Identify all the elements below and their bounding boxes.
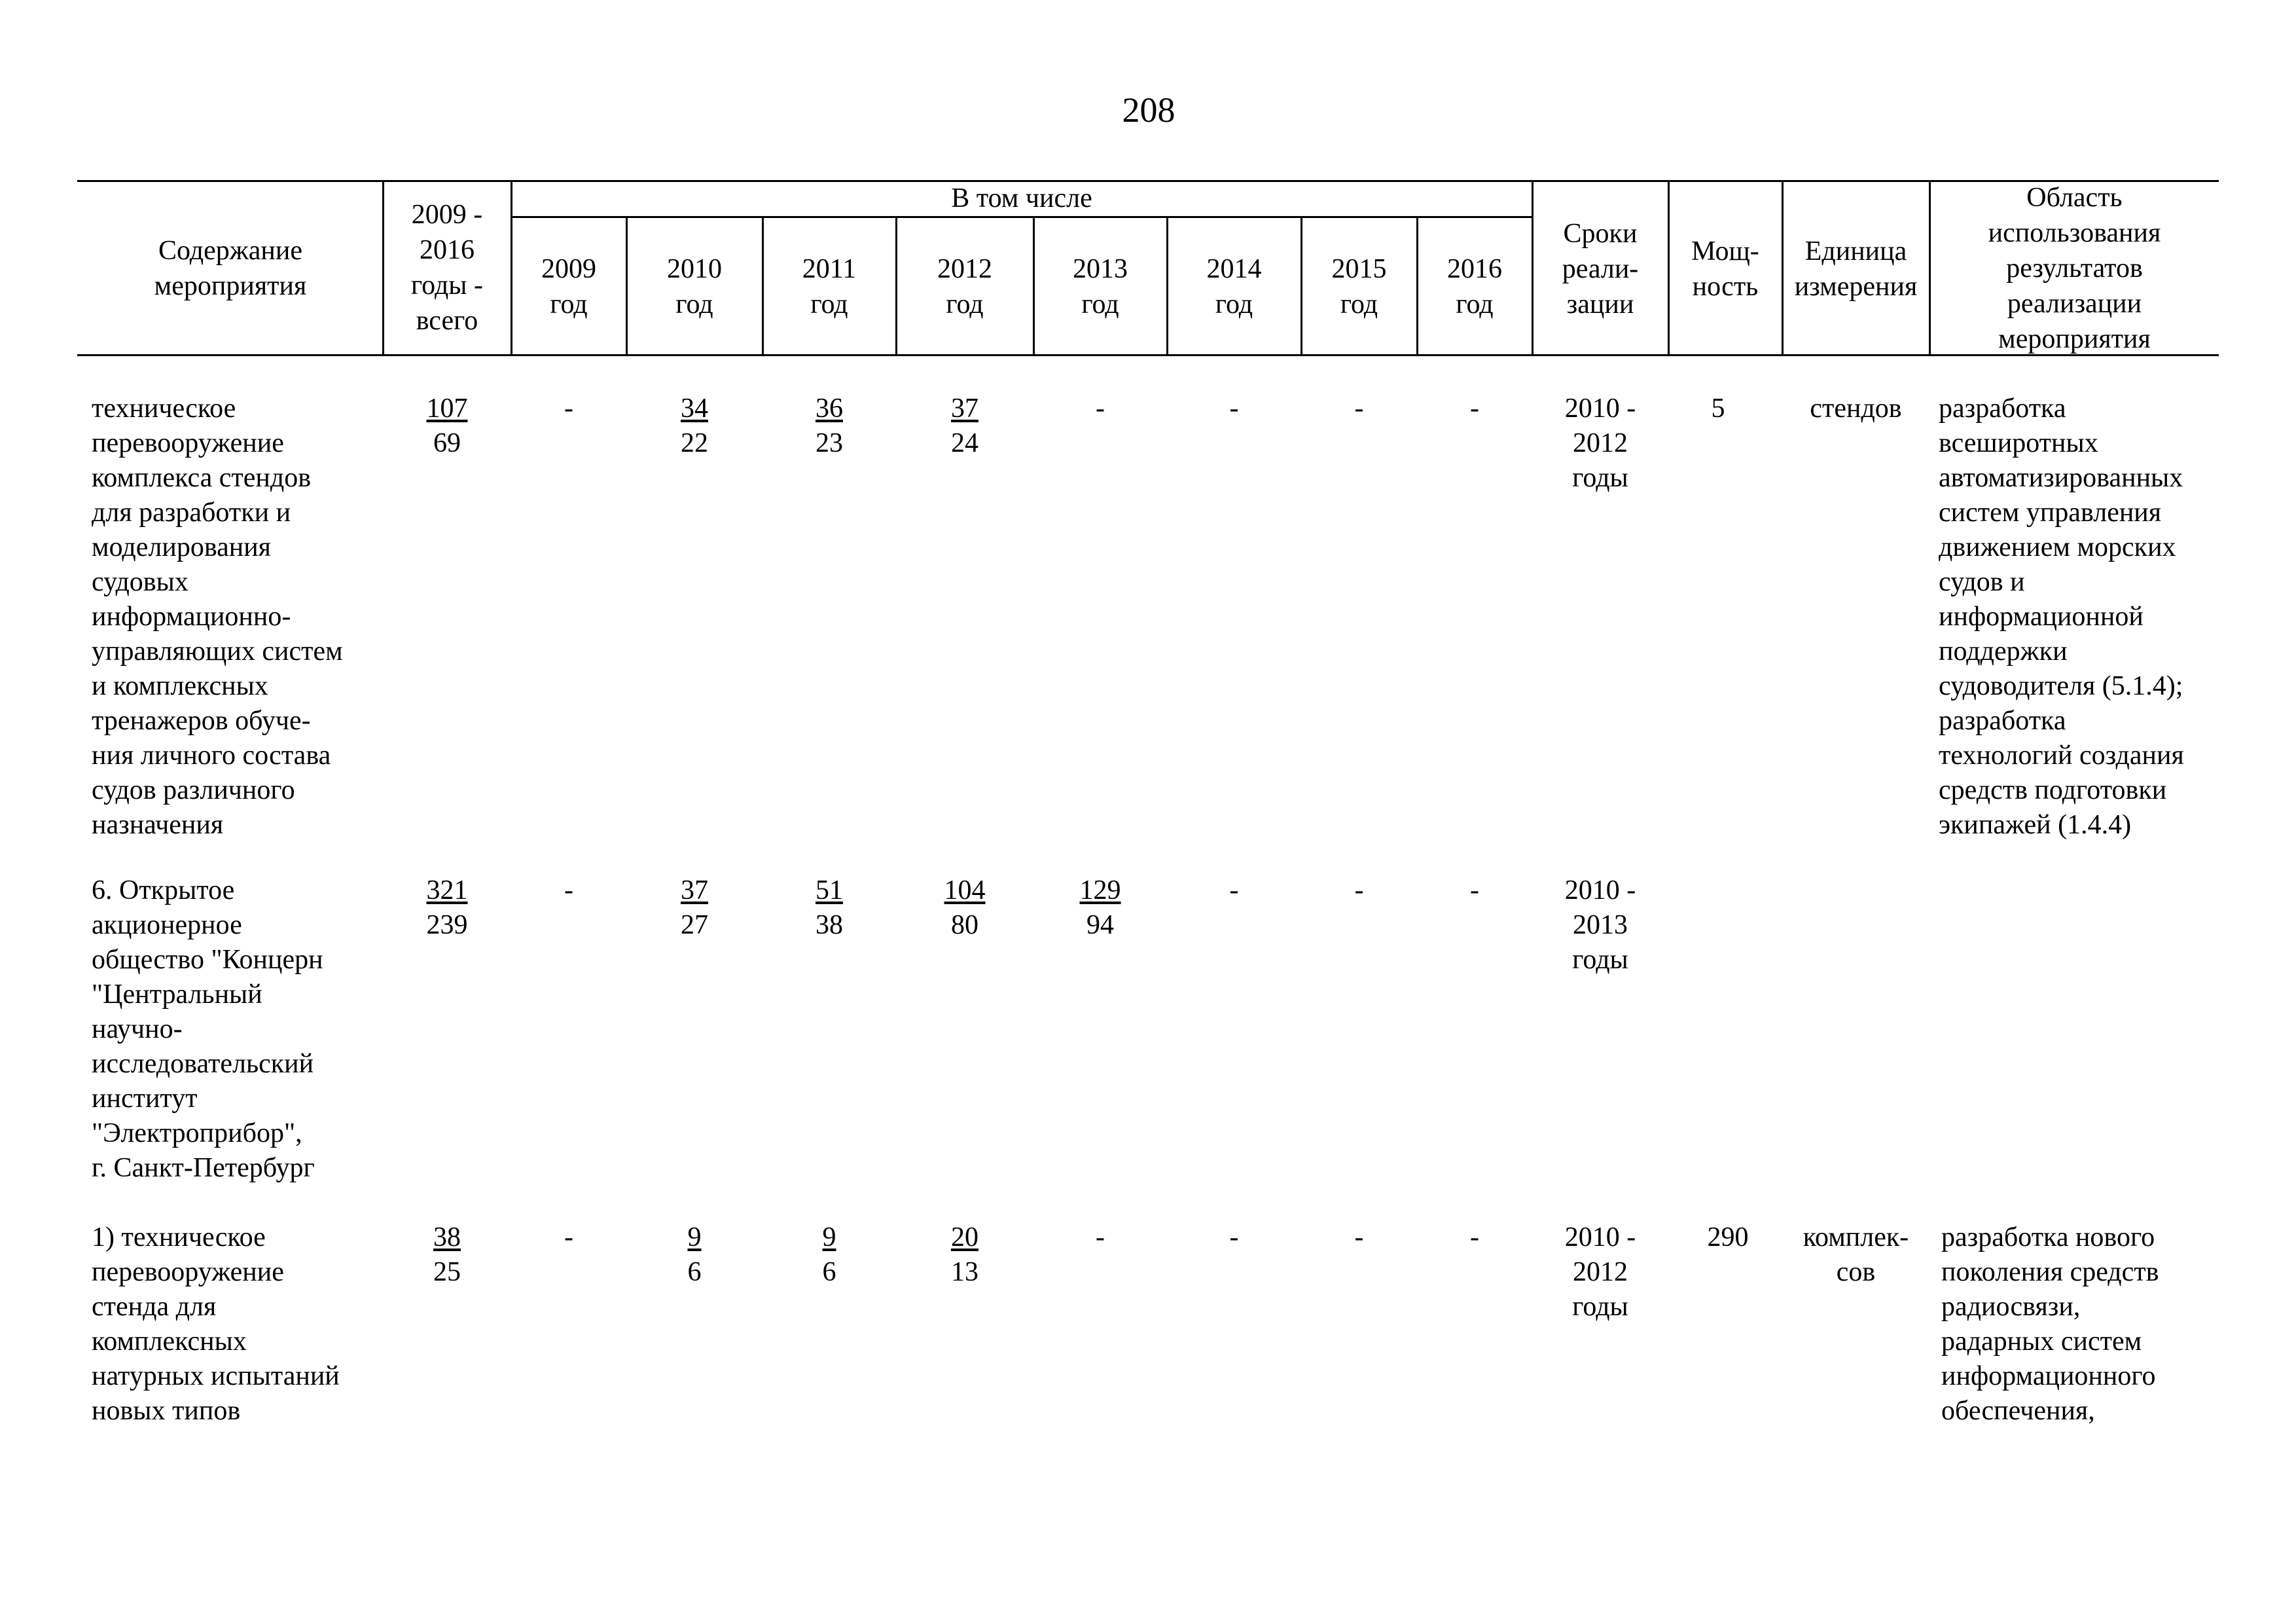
row3-2016: -: [1470, 1222, 1479, 1252]
row3-2011: 9 6: [822, 1222, 836, 1287]
row1-area: разработка всеширотных автоматизированных систем управления движением морских судов и информационной поддержки судоводителя (5.1.4); разработка технологий создания средств подготовки экипажей (1.4.4): [1939, 393, 2184, 840]
row3-total: 38 25: [433, 1222, 461, 1287]
header-year-2010: 2010 год: [667, 254, 722, 319]
row1-2012: 37 24: [951, 393, 978, 458]
header-capacity: Мощ- ность: [1691, 236, 1759, 302]
header-terms: Сроки реали- зации: [1562, 219, 1639, 319]
row3-2010: 9 6: [687, 1222, 702, 1287]
row2-2012: 104 80: [944, 875, 986, 940]
row2-2015: -: [1354, 875, 1364, 905]
row1-2009: -: [564, 393, 573, 424]
header-bottom-rule: [77, 354, 2219, 356]
header-unit: Единица измерения: [1794, 236, 1918, 302]
row1-2011: 36 23: [816, 393, 843, 458]
row3-content: 1) техническое перевооружение стенда для комплексных натурных испытаний новых типов: [92, 1222, 340, 1426]
header-year-2013: 2013 год: [1073, 254, 1128, 319]
row2-2013: 129 94: [1079, 875, 1121, 940]
row3-2009: -: [564, 1222, 573, 1252]
row2-content: 6. Открытое акционерное общество "Концерн "Центральный научно- исследовательский институт "Электроприбор", г. Санкт-Петербург: [92, 875, 323, 1183]
row2-2009: -: [564, 875, 573, 905]
row1-2010: 34 22: [681, 393, 708, 458]
row3-2014: -: [1229, 1222, 1239, 1252]
row2-total: 321 239: [426, 875, 468, 940]
header-area: Область использования результатов реализации мероприятия: [1988, 183, 2161, 354]
row2-2010: 37 27: [681, 875, 708, 940]
row1-capacity: 5: [1711, 393, 1725, 424]
row2-2016: -: [1470, 875, 1479, 905]
header-total: 2009 - 2016 годы - всего: [410, 200, 484, 336]
row2-2014: -: [1229, 875, 1239, 905]
row3-2012: 20 13: [951, 1222, 978, 1287]
row1-content: техническое перевооружение комплекса стендов для разработки и моделирования судовых информационно- управляющих систем и комплексных тренажеров обуче- ния личного состава судов различного назначения: [92, 393, 343, 840]
years-group-rule: [512, 216, 1533, 218]
row3-unit: комплек- сов: [1803, 1222, 1909, 1287]
row1-terms: 2010 - 2012 годы: [1564, 393, 1636, 493]
row1-2013: -: [1096, 393, 1105, 424]
row2-2011: 51 38: [816, 875, 843, 940]
header-year-2015: 2015 год: [1331, 254, 1387, 319]
row2-terms: 2010 - 2013 годы: [1564, 875, 1636, 975]
row1-2016: -: [1470, 393, 1479, 424]
row3-capacity: 290: [1707, 1222, 1749, 1252]
row3-2015: -: [1354, 1222, 1364, 1252]
header-year-2011: 2011 год: [802, 254, 857, 319]
header-year-2009: 2009 год: [541, 254, 596, 319]
row1-2014: -: [1229, 393, 1239, 424]
header-year-2016: 2016 год: [1447, 254, 1502, 319]
row1-unit: стендов: [1810, 393, 1902, 424]
header-including: В том числе: [951, 183, 1092, 213]
header-content: Содержание мероприятия: [154, 236, 307, 301]
row1-2015: -: [1354, 393, 1364, 424]
header-year-2014: 2014 год: [1206, 254, 1262, 319]
row3-2013: -: [1096, 1222, 1105, 1252]
page-number: 208: [1122, 90, 1175, 130]
row1-total: 107 69: [426, 393, 468, 458]
header-year-2012: 2012 год: [937, 254, 992, 319]
row3-area: разработка нового поколения средств радиосвязи, радарных систем информационного обеспечения,: [1941, 1222, 2159, 1426]
row3-terms: 2010 - 2012 годы: [1564, 1222, 1636, 1322]
